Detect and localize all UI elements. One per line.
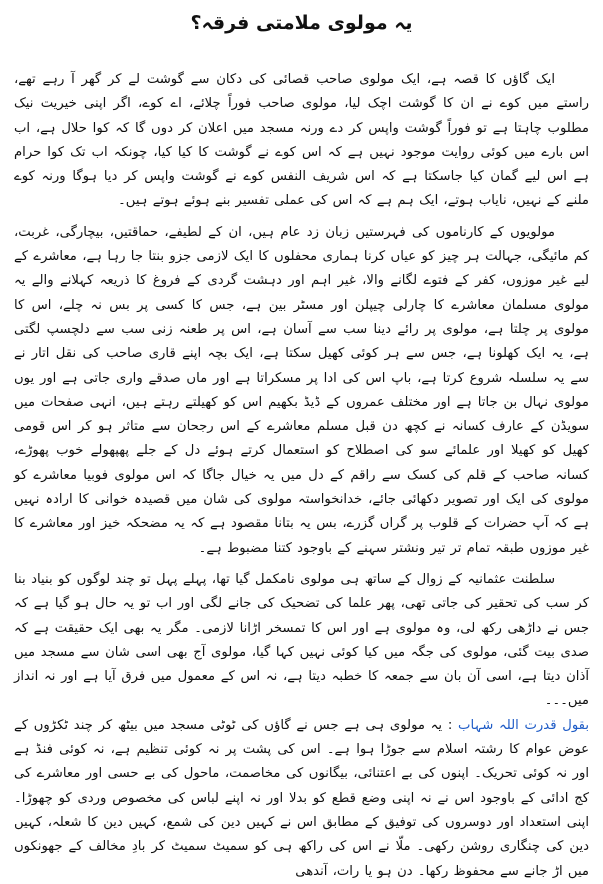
paragraph-2: مولویوں کے کارناموں کی فہرستیں زبان زد عام ہیں، ان کے لطیفے، حماقتیں، بیچارگی، غربت، کم مائیگی، جہالت ہر چیز کو عیاں کرنا ہماری محفلوں کا ایک لازمی جزو بنتا جا رہا ہے، معاشرے کے لیے غیر موزوں، کفر کے فتوے لگانے والا، غیر اہم اور دہشت گردی کے فروغ کا ذریعہ کہلانے والے یہ مولوی مسلمان معاشرے کا چارلی چیپلن اور مسٹر بین ہے، جس کا کسی پر بس نہ چلے، اس کا مولوی پر چلتا ہے، مولوی پر رائے دینا سب سے آسان ہے، اس پر طعنہ زنی سب سے دلچسپ لگتی ہے، یہ ایک کھلونا ہے، جس سے ہر کوئی کھیل سکتا ہے، ایک بچہ اپنے قاری صاحب کی نقل اتار نے سے یہ سلسلہ شروع کرتا ہے، باپ اس کی ادا پر مسکراتا ہے اور ماں صدقے واری جاتی ہے اور یوں مولوی نہال بن جاتا ہے اور مختلف عمروں کے ڈیڈ بکھیم اس کو کھیلتے رہتے ہیں، انہی صفحات میں سویڈن کے عارف کسانہ نے کچھ دن قبل مسلم معاشرے کے اس رجحان سے متاثر ہو کر اس قومی کھیل کو کھیلا اور علمائے سو کی اصطلاح کو استعمال کرتے ہوئے دل کے جلے پھپھولے خوب پھوڑے، کسانہ صاحب کے قلم کی کسک سے راقم کے دل میں یہ خیال جاگا کہ اس مولوی فوبیا معاشرے کو مولوی کی ایک اور تصویر دکھائی جائے، خدانخواستہ مولوی کی شان میں قصیدہ خوانی کا ارادہ نہیں ہے کہ آپ حضرات کے قلوب پر گراں گزرے، بس یہ بتانا مقصود ہے کہ یہ مضحکہ خیز اور معاشرے کا غیر موزوں طبقہ تمام تر تیر ونشتر سہنے کے باوجود کتنا مضبوط ہے۔ (14, 224, 589, 556)
paragraph-3-continued (14, 714, 589, 884)
quote-text: : یہ مولوی ہی ہے جس نے گاؤں کی ٹوٹی مسجد میں بیٹھ کر چند ٹکڑوں کے عوض عوام کا رشتہ اسلام سے جوڑا ہوا ہے۔ اس کی پشت پر نہ کوئی تنظیم ہے، نہ کوئی فنڈ ہے اور نہ کوئی تحریک۔ اپنوں کی بے اعتنائی، بیگانوں کی مخاصمت، ماحول کی بے حسی اور معاشرے کی کج ادائی کے باوجود اس نے نہ اپنی وضع قطع کو بدلا اور نہ اپنے لباس کی مخصوص وردی کو چھوڑا۔ اپنی استعداد اور دوسروں کی توفیق کے مطابق اس نے کہیں دین کی شمع، کہیں دین کا شعلہ، کہیں دین کی چنگاری روشن رکھی۔ ملّا نے اس کی راکھ ہی کو سمیٹ سمیٹ کر بادِ مخالف کے جھونکوں میں اڑ جانے سے محفوظ رکھا۔ دن ہو یا رات، آندھی (14, 717, 589, 879)
paragraph-1: ایک گاؤں کا قصہ ہے، ایک مولوی صاحب قصائی کی دکان سے گوشت لے کر گھر آ رہے تھے، راستے میں کوے نے ان کا گوشت اچک لیا، مولوی صاحب فوراً چلائے، اے کوے، اگر اپنی خیریت نیک مطلوب چاہتا ہے تو فوراً گوشت واپس کر دے ورنہ مسجد میں اعلان کر دوں گا کہ کوا حلال ہے، اب اس بارے میں کوئی روایت موجود نہیں ہے کہ اس کوے نے گوشت کا کیا کیا، چونکہ اب تک کوا حرام ہے اس لیے گمان کیا جاسکتا ہے کہ اس شریف النفس کوے نے گوشت واپس کر دیا ہوگا ورنہ کوے ملنے کے نہیں، نایاب ہوتے، ایک ہم ہے کہ اس کی عملی تفسیر بنے ہوئے ہوتے ہیں۔ (14, 72, 589, 209)
paragraph-3: سلطنت عثمانیہ کے زوال کے ساتھ ہی مولوی نامکمل گیا تھا، پہلے پہل تو چند لوگوں کو بنیاد بنا کر سب کی تحقیر کی جاتی تھی، پھر علما کی تضحیک کی جانے لگی اور اب تو یہ حال ہو گیا ہے کہ جس نے داڑھی رکھ لی، وہ مولوی ہے اور اس کا تمسخر اڑانا لازمی۔ مگر یہ بھی ایک حقیقت ہے کہ صدی بیت گئی، مولوی کی جگہ میں کیا کوئی نہیں کہا گیا، مولوی آج بھی اسی شان سے مسجد میں آذان دیتا ہے، اسی آن بان سے جمعہ کا خطبہ دیتا ہے، نہ اس کے معمول میں فرق آیا ہے اور نہ انداز میں۔۔۔ (14, 571, 589, 709)
article-title: یہ مولوی ملامتی فرقہ؟ (190, 12, 413, 34)
quote-attribution: بقول قدرت اللہ شہاب (458, 717, 589, 733)
